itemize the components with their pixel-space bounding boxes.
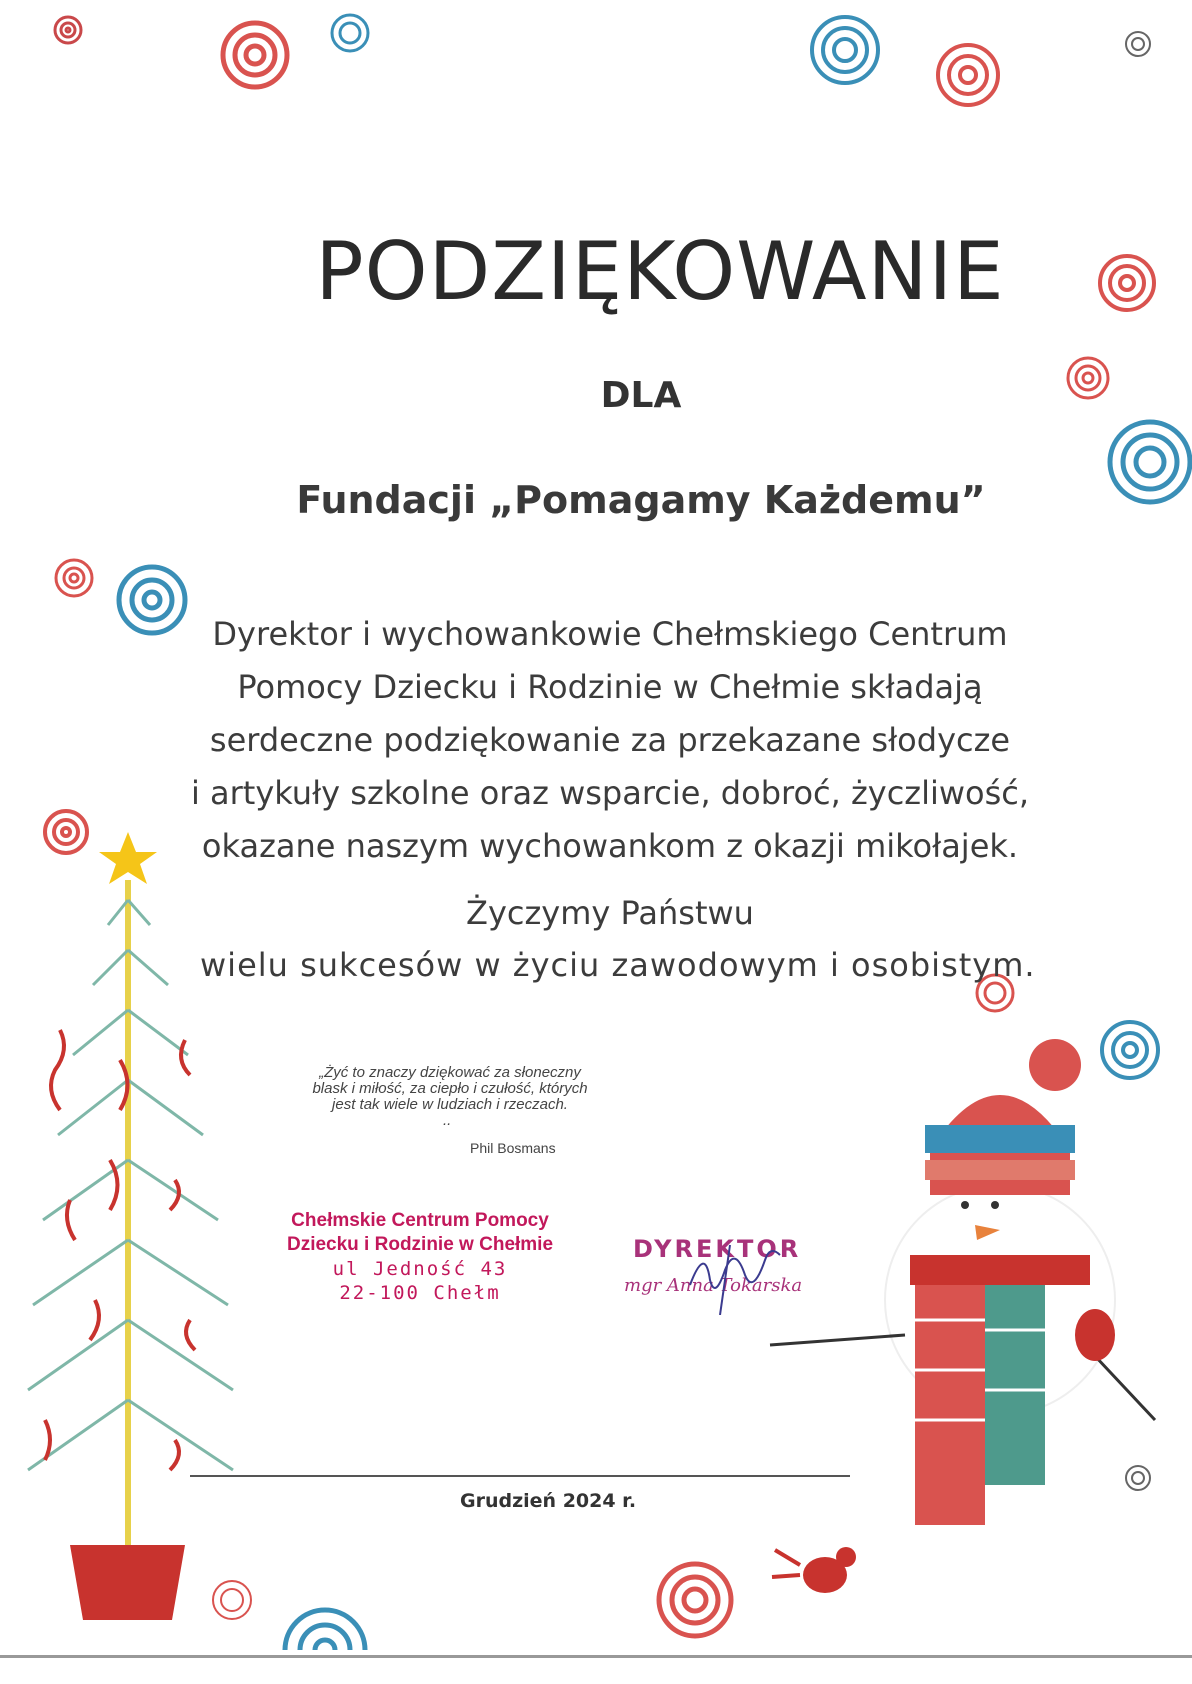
body-line: serdeczne podziękowanie za przekazane słodycze: [209, 721, 1011, 759]
thank-you-text: [190, 608, 1030, 873]
wish-line: wielu sukcesów w życiu zawodowym i osobistym.: [200, 946, 1036, 984]
body-line: Pomocy Dziecku i Rodzinie w Chełmie składają: [237, 668, 983, 706]
director-title: DYREKTOR: [633, 1235, 802, 1263]
body-line: i artykuły szkolne oraz wsparcie, dobroć, życzliwość,: [190, 774, 1030, 812]
quote: [285, 1065, 615, 1129]
date: Grudzień 2024 r.: [460, 1490, 637, 1512]
quote-line: jest tak wiele w ludziach i rzeczach.: [332, 1096, 568, 1113]
date-divider: [190, 1475, 850, 1477]
body-line: okazane naszym wychowankom z okazji mikołajek.: [201, 827, 1019, 865]
recipient-name: Fundacji „Pomagamy Każdemu”: [296, 478, 986, 522]
for-label: DLA: [600, 375, 682, 416]
director-name: mgr Anna Tokarska: [624, 1275, 803, 1296]
wishes-text: [190, 887, 1036, 991]
certificate-title: PODZIĘKOWANIE: [315, 225, 1005, 318]
quote-author: Phil Bosmans: [470, 1140, 556, 1156]
scan-edge-line: [0, 1655, 1192, 1658]
wish-line: Życzymy Państwu: [466, 894, 754, 932]
handwritten-signature: [680, 1235, 800, 1315]
stamp-line: 22-100 Chełm: [339, 1282, 501, 1304]
body-line: Dyrektor i wychowankowie Chełmskiego Centrum: [212, 615, 1008, 653]
stamp-line: Chełmskie Centrum Pomocy: [291, 1210, 549, 1231]
institution-stamp: [270, 1209, 570, 1305]
bird-illustration: [772, 1547, 856, 1593]
quote-mark: ..: [443, 1112, 452, 1129]
quote-line: blask i miłość, za ciepło i czułość, których: [312, 1080, 588, 1097]
stamp-line: ul Jedność 43: [332, 1258, 508, 1280]
quote-line: „Żyć to znaczy dziękować za słoneczny: [319, 1064, 581, 1081]
stamp-line: Dziecku i Rodzinie w Chełmie: [286, 1234, 554, 1255]
